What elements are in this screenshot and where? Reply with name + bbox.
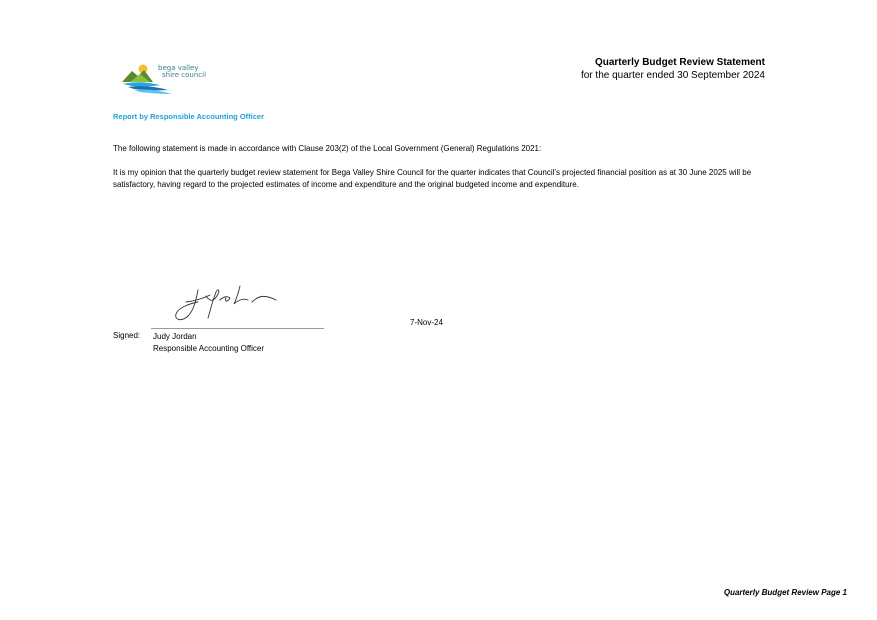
opinion-paragraph: It is my opinion that the quarterly budget review statement for Bega Valley Shire Council for the quarter indicates that Council's projected financial position as at 30 June 2025 will be satisfactory, having regard to the projected estimates of income and expenditure and the original budgeted income and expenditure. xyxy=(113,168,752,189)
council-logo xyxy=(120,60,230,96)
signer-block xyxy=(153,331,264,355)
signature-date: 7-Nov-24 xyxy=(410,318,443,327)
document-title-block xyxy=(581,56,765,82)
signature-line xyxy=(151,328,324,329)
report-by-heading: Report by Responsible Accounting Officer xyxy=(113,112,264,121)
logo-text-line1: bega valley xyxy=(158,64,199,72)
logo-text-line2: shire council xyxy=(162,71,207,79)
signer-role: Responsible Accounting Officer xyxy=(153,344,265,353)
document-title: Quarterly Budget Review Statement xyxy=(594,57,765,68)
signer-name: Judy Jordan xyxy=(153,332,197,341)
page-footer: Quarterly Budget Review Page 1 xyxy=(723,588,847,597)
document-subtitle: for the quarter ended 30 September 2024 xyxy=(580,70,765,81)
signed-label: Signed: xyxy=(113,331,141,340)
handwritten-signature xyxy=(168,282,283,324)
statement-intro: The following statement is made in accordance with Clause 203(2) of the Local Government (General) Regulations 2021: xyxy=(113,144,542,153)
